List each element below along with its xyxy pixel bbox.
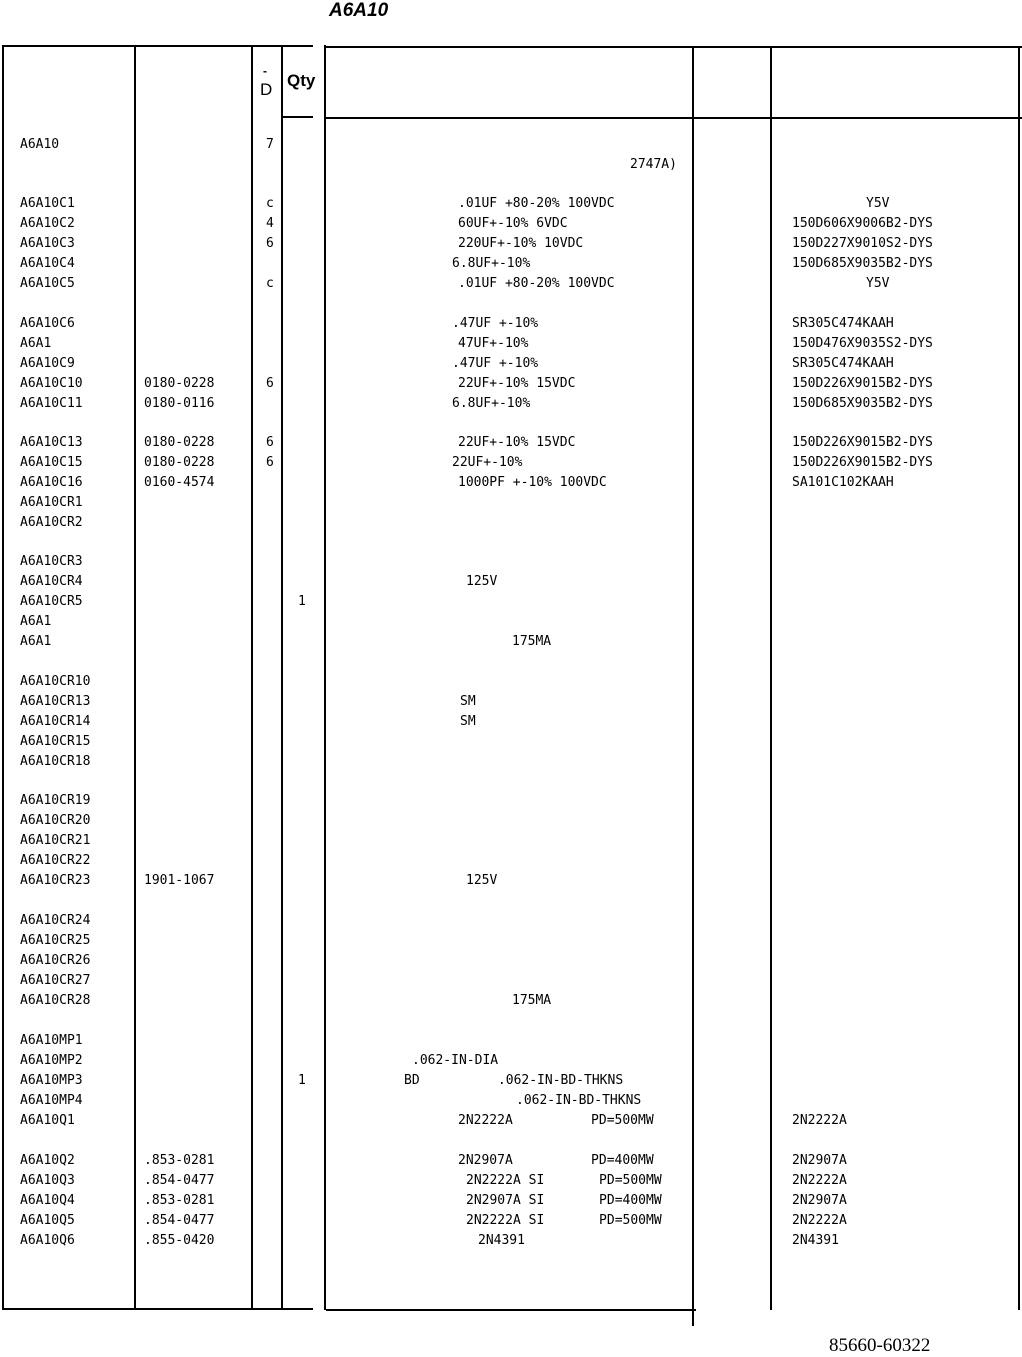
row-part-number: 0180-0228 — [144, 435, 215, 450]
row-reference: A6A10CR1 — [20, 495, 83, 510]
row-reference: A6A10CR15 — [20, 734, 91, 749]
row-d-digit: 7 — [266, 137, 274, 152]
row-reference: A6A10CR21 — [20, 833, 91, 848]
row-reference: A6A10MP1 — [20, 1033, 83, 1048]
row-reference: A6A10C5 — [20, 276, 75, 291]
row-description: .01UF +80-20% 100VDC — [458, 276, 615, 291]
row-reference: A6A10CR25 — [20, 933, 91, 948]
row-part-number: 0160-4574 — [144, 475, 215, 490]
row-reference: A6A10CR19 — [20, 793, 91, 808]
row-mfr-part-number: 2N2907A — [792, 1153, 847, 1168]
row-description: .47UF +-10% — [452, 316, 539, 331]
row-description: 22UF+-10% 15VDC — [458, 435, 576, 450]
row-reference: A6A10CR22 — [20, 853, 91, 868]
row-description: 22UF+-10% — [452, 455, 523, 470]
header-qty: Qty — [287, 71, 316, 90]
row-mfr-part-number: 2N2222A — [792, 1173, 847, 1188]
row-description: 6.8UF+-10% — [452, 396, 531, 411]
row-mfr-part-number: 150D476X9035S2-DYS — [792, 336, 933, 351]
table-bottom-border-right — [326, 1309, 696, 1311]
row-d-digit: c — [266, 196, 274, 211]
row-qty: 1 — [298, 594, 306, 609]
row-description: 2N2907A PD=400MW — [458, 1153, 654, 1168]
row-part-number: .853-0281 — [144, 1193, 215, 1208]
col-rule-desc-right — [692, 46, 694, 1326]
row-mfr-part-number: 2N4391 — [792, 1233, 839, 1248]
row-reference: A6A10CR3 — [20, 554, 83, 569]
row-part-number: 1901-1067 — [144, 873, 215, 888]
row-reference: A6A1 — [20, 336, 52, 351]
row-description: .062-IN-DIA — [412, 1053, 499, 1068]
row-description: 220UF+-10% 10VDC — [458, 236, 584, 251]
row-d-digit: 6 — [266, 455, 274, 470]
row-mfr-part-number: SR305C474KAAH — [792, 316, 894, 331]
row-reference: A6A10CR5 — [20, 594, 83, 609]
row-reference: A6A10C15 — [20, 455, 83, 470]
row-description: .47UF +-10% — [452, 356, 539, 371]
row-reference: A6A1 — [20, 614, 52, 629]
row-part-number: 0180-0228 — [144, 455, 215, 470]
row-description: 125V — [466, 873, 498, 888]
row-description: 2N2907A SI PD=400MW — [466, 1193, 662, 1208]
row-reference: A6A10MP3 — [20, 1073, 83, 1088]
row-description: 2N4391 — [478, 1233, 525, 1248]
row-description: 1000PF +-10% 100VDC — [458, 475, 607, 490]
row-description: 60UF+-10% 6VDC — [458, 216, 568, 231]
col-rule-left — [2, 45, 4, 1310]
col-rule-qty — [281, 45, 283, 1310]
row-reference: A6A10C6 — [20, 316, 75, 331]
row-reference: A6A10Q3 — [20, 1173, 75, 1188]
col-rule-part — [134, 45, 136, 1310]
row-d-digit: c — [266, 276, 274, 291]
row-reference: A6A10Q4 — [20, 1193, 75, 1208]
row-reference: A6A10CR4 — [20, 574, 83, 589]
header-bottom-rule — [283, 116, 313, 118]
row-d-digit: 6 — [266, 376, 274, 391]
row-reference: A6A10Q1 — [20, 1113, 75, 1128]
row-qty: 1 — [298, 1073, 306, 1088]
row-mfr-part-number: 150D226X9015B2-DYS — [792, 455, 933, 470]
row-reference: A6A10C9 — [20, 356, 75, 371]
row-reference: A6A10CR14 — [20, 714, 91, 729]
row-reference: A6A10CR24 — [20, 913, 91, 928]
row-part-number: .853-0281 — [144, 1153, 215, 1168]
row-description: 22UF+-10% 15VDC — [458, 376, 576, 391]
row-description: .01UF +80-20% 100VDC — [458, 196, 615, 211]
row-reference: A6A10Q5 — [20, 1213, 75, 1228]
row-reference: A6A10C1 — [20, 196, 75, 211]
row-mfr-part-number: 150D226X9015B2-DYS — [792, 435, 933, 450]
row-mfr-part-number: SA101C102KAAH — [792, 475, 894, 490]
row-reference: A6A10CR13 — [20, 694, 91, 709]
row-description: SM — [460, 714, 476, 729]
row-part-number: 0180-0228 — [144, 376, 215, 391]
row-description: 175MA — [512, 993, 552, 1008]
row-mfr-part-number: SR305C474KAAH — [792, 356, 894, 371]
row-mfr-part-number: 150D685X9035B2-DYS — [792, 256, 933, 271]
row-reference: A6A10CR26 — [20, 953, 91, 968]
row-mfr-part-number: Y5V — [866, 276, 890, 291]
row-reference: A6A10CR10 — [20, 674, 91, 689]
row-reference: A6A10C4 — [20, 256, 75, 271]
col-rule-mfr — [770, 46, 772, 1310]
col-rule-desc — [324, 45, 326, 1310]
col-rule-right — [1018, 46, 1020, 1310]
row-reference: A6A10C11 — [20, 396, 83, 411]
row-reference: A6A10MP2 — [20, 1053, 83, 1068]
row-reference: A6A10CR23 — [20, 873, 91, 888]
row-part-number: .854-0477 — [144, 1213, 215, 1228]
row-reference: A6A10C13 — [20, 435, 83, 450]
footer-page-number: 85660-60322 — [829, 1335, 931, 1356]
row-reference: A6A10C2 — [20, 216, 75, 231]
row-mfr-part-number: 150D227X9010S2-DYS — [792, 236, 933, 251]
row-d-digit: 6 — [266, 435, 274, 450]
row-reference: A6A10C3 — [20, 236, 75, 251]
row-description: 175MA — [512, 634, 552, 649]
row-mfr-part-number: 150D606X9006B2-DYS — [792, 216, 933, 231]
header-d: D — [260, 80, 273, 99]
row-mfr-part-number: 2N2222A — [792, 1113, 847, 1128]
table-top-border-right — [326, 46, 1022, 48]
header-bottom-rule-right — [326, 117, 1022, 119]
row-reference: A6A10 — [20, 137, 60, 152]
row-mfr-part-number: 2N2222A — [792, 1213, 847, 1228]
row-mfr-part-number: Y5V — [866, 196, 890, 211]
row-mfr-part-number: 2N2907A — [792, 1193, 847, 1208]
row-reference: A6A10CR2 — [20, 515, 83, 530]
row-description: 2N2222A SI PD=500MW — [466, 1213, 662, 1228]
table-bottom-border — [3, 1308, 313, 1310]
row-reference: A6A10CR18 — [20, 754, 91, 769]
row-d-digit: 4 — [266, 216, 274, 231]
row-reference: A6A10MP4 — [20, 1093, 83, 1108]
row-description: 2N2222A SI PD=500MW — [466, 1173, 662, 1188]
row-reference: A6A10CR20 — [20, 813, 91, 828]
row-part-number: .855-0420 — [144, 1233, 215, 1248]
table-top-border — [3, 45, 313, 47]
row-d-digit: 6 — [266, 236, 274, 251]
row-description: 125V — [466, 574, 498, 589]
header-d-mark: - — [263, 64, 267, 78]
row-part-number: .854-0477 — [144, 1173, 215, 1188]
row-mfr-part-number: 150D226X9015B2-DYS — [792, 376, 933, 391]
row-description: SM — [460, 694, 476, 709]
row-reference: A6A1 — [20, 634, 52, 649]
col-rule-d — [251, 45, 253, 1310]
row-description: 47UF+-10% — [458, 336, 529, 351]
row-reference: A6A10C16 — [20, 475, 83, 490]
row-reference: A6A10CR27 — [20, 973, 91, 988]
row-description: 2N2222A PD=500MW — [458, 1113, 654, 1128]
row-reference: A6A10Q6 — [20, 1233, 75, 1248]
row-mfr-part-number: 150D685X9035B2-DYS — [792, 396, 933, 411]
row-reference: A6A10CR28 — [20, 993, 91, 1008]
row-reference: A6A10C10 — [20, 376, 83, 391]
row-description-continued: 2747A) — [630, 157, 677, 172]
row-description: 6.8UF+-10% — [452, 256, 531, 271]
row-part-number: 0180-0116 — [144, 396, 215, 411]
row-reference: A6A10Q2 — [20, 1153, 75, 1168]
row-description: BD .062-IN-BD-THKNS — [404, 1073, 624, 1088]
row-description: .062-IN-BD-THKNS — [516, 1093, 642, 1108]
page-title: A6A10 — [329, 0, 389, 21]
